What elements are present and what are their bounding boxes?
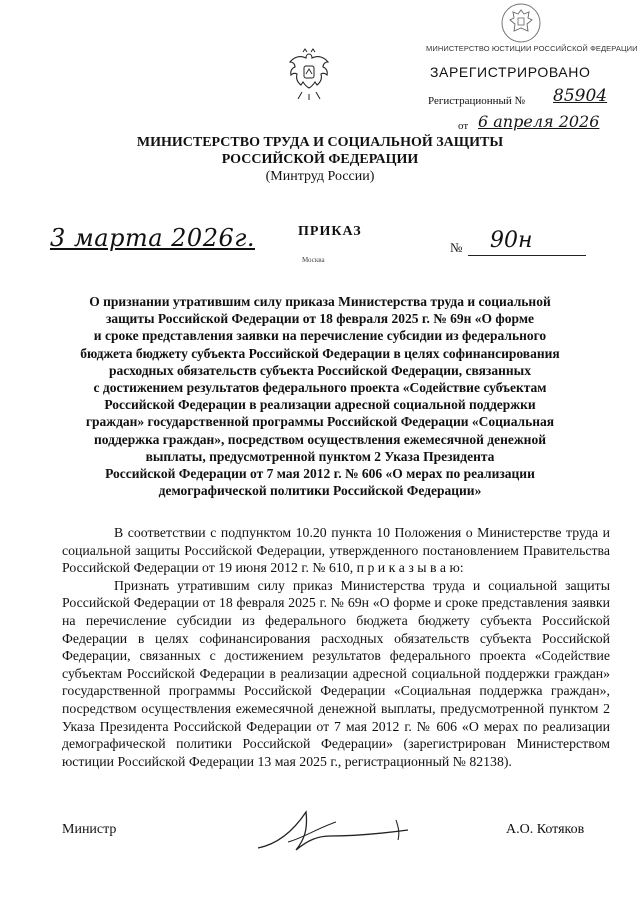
order-number-label: № — [450, 240, 463, 255]
stamp-date-value: 6 апреля 2026 — [478, 112, 600, 131]
subject-line: с достижением результатов федерального проекта «Содействие субъектам — [93, 380, 547, 396]
subject-line: и сроке представления заявки на перечисление субсидии из федерального — [93, 328, 547, 344]
subject-line: демографической политики Российской Федерации» — [158, 483, 482, 499]
subject-line: бюджета бюджету субъекта Российской Федерации в целях софинансирования — [80, 345, 560, 361]
subject-line: Российской Федерации в реализации адресной социальной поддержки — [104, 397, 536, 413]
stamp-coat-of-arms-icon — [500, 2, 542, 44]
body-paragraph-1: В соответствии с подпунктом 10.20 пункта 10 Положения о Министерстве труда и социальной защиты Российской Федерации, утвержденного постановлением Правительства Российской Федерации от 19 июня 2012 г. № 610, п р и к а з ы в а ю: — [62, 525, 610, 576]
signatory-name: А.О. Котяков — [506, 822, 585, 837]
order-body — [62, 524, 610, 770]
stamp-date-label: от — [458, 120, 469, 132]
subject-line: защиты Российской Федерации от 18 февраля 2025 г. № 69н «О форме — [105, 311, 535, 327]
handwritten-signature-icon — [248, 800, 418, 862]
ministry-short-name: (Минтруд России) — [265, 169, 375, 184]
subject-line: расходных обязательств субъекта Российской Федерации, связанных — [109, 362, 531, 378]
stamp-ministry-name: МИНИСТЕРСТВО ЮСТИЦИИ РОССИЙСКОЙ ФЕДЕРАЦИИ — [426, 44, 638, 53]
stamp-reg-label: Регистрационный № — [428, 95, 526, 107]
order-number-line — [468, 255, 586, 256]
subject-line: выплаты, предусмотренной пунктом 2 Указа Президента — [145, 448, 495, 464]
order-date-handwritten: 3 марта 2026г. — [50, 224, 255, 252]
ministry-line-1: МИНИСТЕРСТВО ТРУДА И СОЦИАЛЬНОЙ ЗАЩИТЫ — [136, 135, 504, 150]
ministry-heading — [60, 134, 580, 185]
subject-line: поддержка граждан», посредством осуществления ежемесячной денежной — [93, 431, 546, 447]
order-city: Москва — [302, 256, 325, 264]
ministry-line-2: РОССИЙСКОЙ ФЕДЕРАЦИИ — [221, 152, 419, 167]
order-subject — [68, 293, 572, 499]
stamp-status: ЗАРЕГИСТРИРОВАНО — [430, 64, 591, 80]
order-number-handwritten: 90н — [490, 228, 533, 253]
subject-line: граждан» государственной программы Российской Федерации «Социальная — [85, 414, 555, 430]
order-title: ПРИКАЗ — [298, 224, 362, 239]
coat-of-arms-icon — [286, 48, 332, 102]
subject-line: Российской Федерации от 7 мая 2012 г. № 606 «О мерах по реализации — [105, 466, 535, 482]
signatory-role: Министр — [62, 822, 117, 837]
subject-line: О признании утратившим силу приказа Министерства труда и социальной — [89, 294, 551, 309]
stamp-reg-number: 85904 — [553, 86, 608, 106]
body-paragraph-2: Признать утратившим силу приказ Министерства труда и социальной защиты Российской Федерации от 18 февраля 2025 г. № 69н «О форме и сроке представления заявки на перечисление субсидии из федерального бюджета бюджету субъекта Российской Федерации в целях софинансирования расходных обязательств субъекта Российской Федерации, связанных с достижением результатов федерального проекта «Содействие субъектам Российской Федерации в реализации адресной социальной поддержки граждан» государственной программы Российской Федерации «Социальная поддержка граждан», посредством осуществления ежемесячной денежной выплаты, предусмотренной пунктом 2 Указа Президента Российской Федерации от 7 мая 2012 г. № 606 «О мерах по реализации демографической политики Российской Федерации» (зарегистрирован Министерством юстиции Российской Федерации 13 мая 2025 г., регистрационный № 82138). — [62, 577, 610, 769]
